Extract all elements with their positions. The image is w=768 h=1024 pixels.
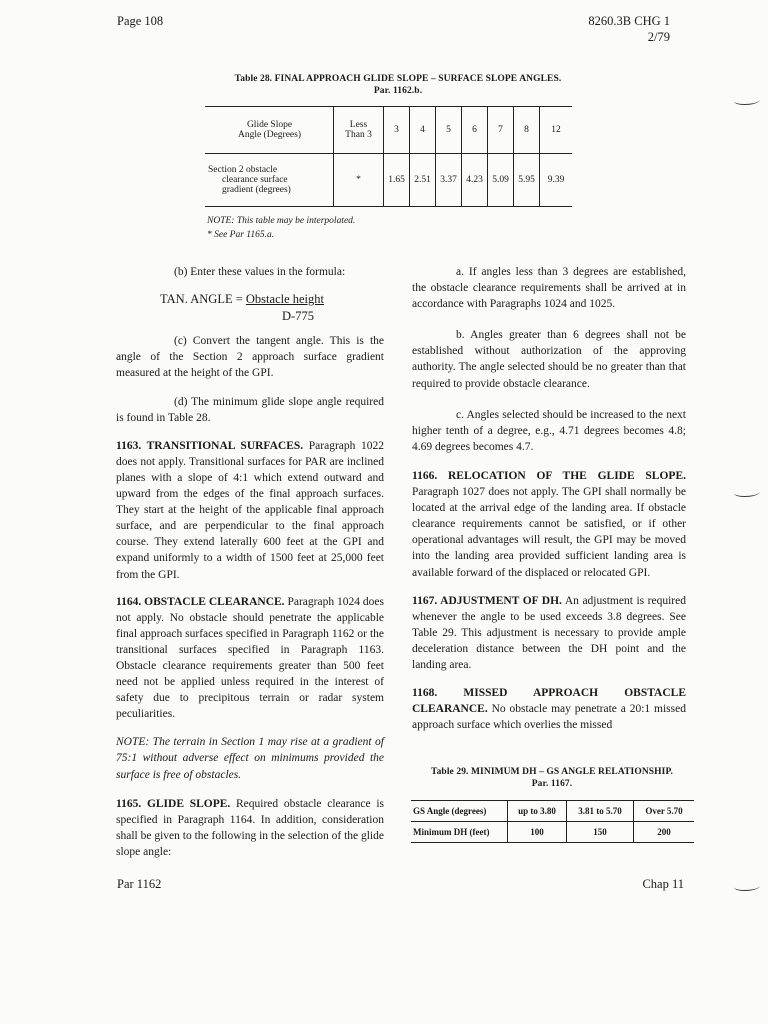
row-label <box>205 154 334 207</box>
section-body: Paragraph 1022 does not apply. Transitional surfaces for PAR are inclined planes with a slope of 4:1 which extend outward and upward from the edges of the final approach surfaces. They start at the height of the applicable final approach surface, and are perpendicular to the final approach course. They extend laterally 600 feet at the GPI and expand uniformly to a width of 1500 feet at 25,000 feet from the GPI. <box>116 439 384 581</box>
table-header-row <box>205 107 572 154</box>
section-heading: 1167. ADJUSTMENT OF DH. <box>412 594 562 607</box>
section-heading: 1163. TRANSITIONAL SURFACES. <box>116 439 304 452</box>
item-a: a. If angles less than 3 degrees are established, the obstacle clearance requirements shall be arrived at in accordance with Paragraphs 1024 and 1025. <box>412 266 686 311</box>
formula-lhs: TAN. ANGLE = <box>160 292 246 307</box>
footer-paragraph: Par 1162 <box>117 877 162 891</box>
step-d: (d) The minimum glide slope angle required is found in Table 28. <box>116 395 384 424</box>
header-cell: 7 <box>488 107 514 154</box>
header-cell <box>205 107 334 154</box>
footer-chapter: Chap 11 <box>642 877 684 891</box>
value-cell: 2.51 <box>410 154 436 207</box>
value-cell: up to 3.80 <box>508 801 567 822</box>
value-cell: 5.09 <box>488 154 514 207</box>
header-cell: Less Than 3 <box>334 107 384 154</box>
item-b: b. Angles greater than 6 degrees shall not be established without authorization of the approving authority. The angle selected should be no greater than that required to provide obstacle clearance. <box>412 329 686 390</box>
value-cell: 100 <box>508 822 567 843</box>
value-cell: 5.95 <box>514 154 540 207</box>
section-1165 <box>116 796 384 860</box>
section-heading: 1168. MISSED APPROACH OBSTACLE CLEARANCE. <box>412 687 686 716</box>
table-28 <box>205 106 572 207</box>
section-body: Paragraph 1024 does not apply. No obstacle should penetrate the applicable final approach surfaces specified in Paragraph 1162 or the transitional surfaces specified in Paragraph 1163. Obstacle clearance requirements greater than 500 feet need not be applied unless required in the interest of safety due to precipitous terrain or radar system peculiarities. <box>116 595 384 721</box>
value-cell: * <box>334 154 384 207</box>
row-label: GS Angle (degrees) <box>411 801 508 822</box>
section-1166 <box>412 468 686 581</box>
value-cell: 9.39 <box>540 154 573 207</box>
item-c: c. Angles selected should be increased to the next higher tenth of a degree, e.g., 4.71 degrees becomes 4.8; 4.69 degrees becomes 4.7. <box>412 408 686 453</box>
row-label-line: clearance surface <box>222 175 288 185</box>
section-heading: 1164. OBSTACLE CLEARANCE. <box>116 595 285 608</box>
document-id: 8260.3B CHG 1 <box>588 14 670 28</box>
left-column <box>116 264 384 860</box>
section-1168 <box>412 685 686 733</box>
row-label-line: gradient (degrees) <box>222 185 291 195</box>
section-body: No obstacle may penetrate a 20:1 missed approach surface which overlies the missed <box>412 703 686 732</box>
table28-note: NOTE: This table may be interpolated. <box>207 216 356 226</box>
value-cell: 1.65 <box>384 154 410 207</box>
header-label-line: Glide Slope <box>246 120 293 130</box>
header-cell: 6 <box>462 107 488 154</box>
section-1164 <box>116 594 384 723</box>
table29-ref: Par. 1167. <box>531 779 573 789</box>
header-cell: 12 <box>540 107 573 154</box>
table28-title: Table 28. FINAL APPROACH GLIDE SLOPE – SURFACE SLOPE ANGLES. <box>234 74 562 84</box>
table28-ref: Par. 1162.b. <box>373 86 423 96</box>
formula <box>160 291 384 307</box>
header-label-line: Angle (Degrees) <box>237 130 302 140</box>
binding-mark <box>734 488 760 497</box>
section-body: Paragraph 1027 does not apply. The GPI shall normally be located at the arrival edge of the landing area. If obstacle clearance requirements cannot be satisfied, or if other operational advantages will result, the GPI may be moved into the landing area provided sufficient landing area is available forward of the displaced or relocated GPI. <box>412 486 686 579</box>
row-label: Minimum DH (feet) <box>411 822 508 843</box>
section-1167 <box>412 593 686 673</box>
header-cell: 5 <box>436 107 462 154</box>
row-label-line: Section 2 obstacle <box>208 165 278 175</box>
header-cell: 3 <box>384 107 410 154</box>
step-c: (c) Convert the tangent angle. This is the angle of the Section 2 approach surface gradient measured at the height of the GPI. <box>116 335 384 380</box>
section-body: Required obstacle clearance is specified in Paragraph 1164. In addition, consideration shall be given to the following in the selection of the glide slope angle: <box>116 797 385 858</box>
header-cell: 4 <box>410 107 436 154</box>
binding-mark <box>734 882 760 891</box>
terrain-note: NOTE: The terrain in Section 1 may rise at a gradient of 75:1 without adverse effect on minimums provided the surface is free of obstacles. <box>116 736 384 781</box>
right-column <box>412 264 686 733</box>
value-cell: 3.37 <box>436 154 462 207</box>
header-cell: 8 <box>514 107 540 154</box>
table28-footnote: * See Par 1165.a. <box>207 230 275 240</box>
value-cell: 3.81 to 5.70 <box>567 801 634 822</box>
section-1163 <box>116 438 384 583</box>
section-heading: 1165. GLIDE SLOPE. <box>116 797 231 810</box>
document-date: 2/79 <box>647 30 670 44</box>
value-cell: 150 <box>567 822 634 843</box>
table29-title: Table 29. MINIMUM DH – GS ANGLE RELATIONSHIP. <box>431 767 673 777</box>
value-cell: Over 5.70 <box>634 801 695 822</box>
step-b: (b) Enter these values in the formula: <box>174 266 346 278</box>
value-cell: 200 <box>634 822 695 843</box>
table-row <box>205 154 572 207</box>
formula-denominator: D-775 <box>282 309 314 324</box>
page-number: Page 108 <box>117 14 164 28</box>
binding-mark <box>734 96 760 105</box>
table-29 <box>411 800 694 843</box>
formula-numerator: Obstacle height <box>245 292 325 307</box>
section-heading: 1166. RELOCATION OF THE GLIDE SLOPE. <box>412 469 686 482</box>
value-cell: 4.23 <box>462 154 488 207</box>
table-row <box>411 801 694 822</box>
section-body: An adjustment is required whenever the angle to be used exceeds 3.8 degrees. See Table 29. This adjustment is necessary to provide ample deceleration distance between the DH point and the landing area. <box>412 594 686 671</box>
table-row <box>411 822 694 843</box>
